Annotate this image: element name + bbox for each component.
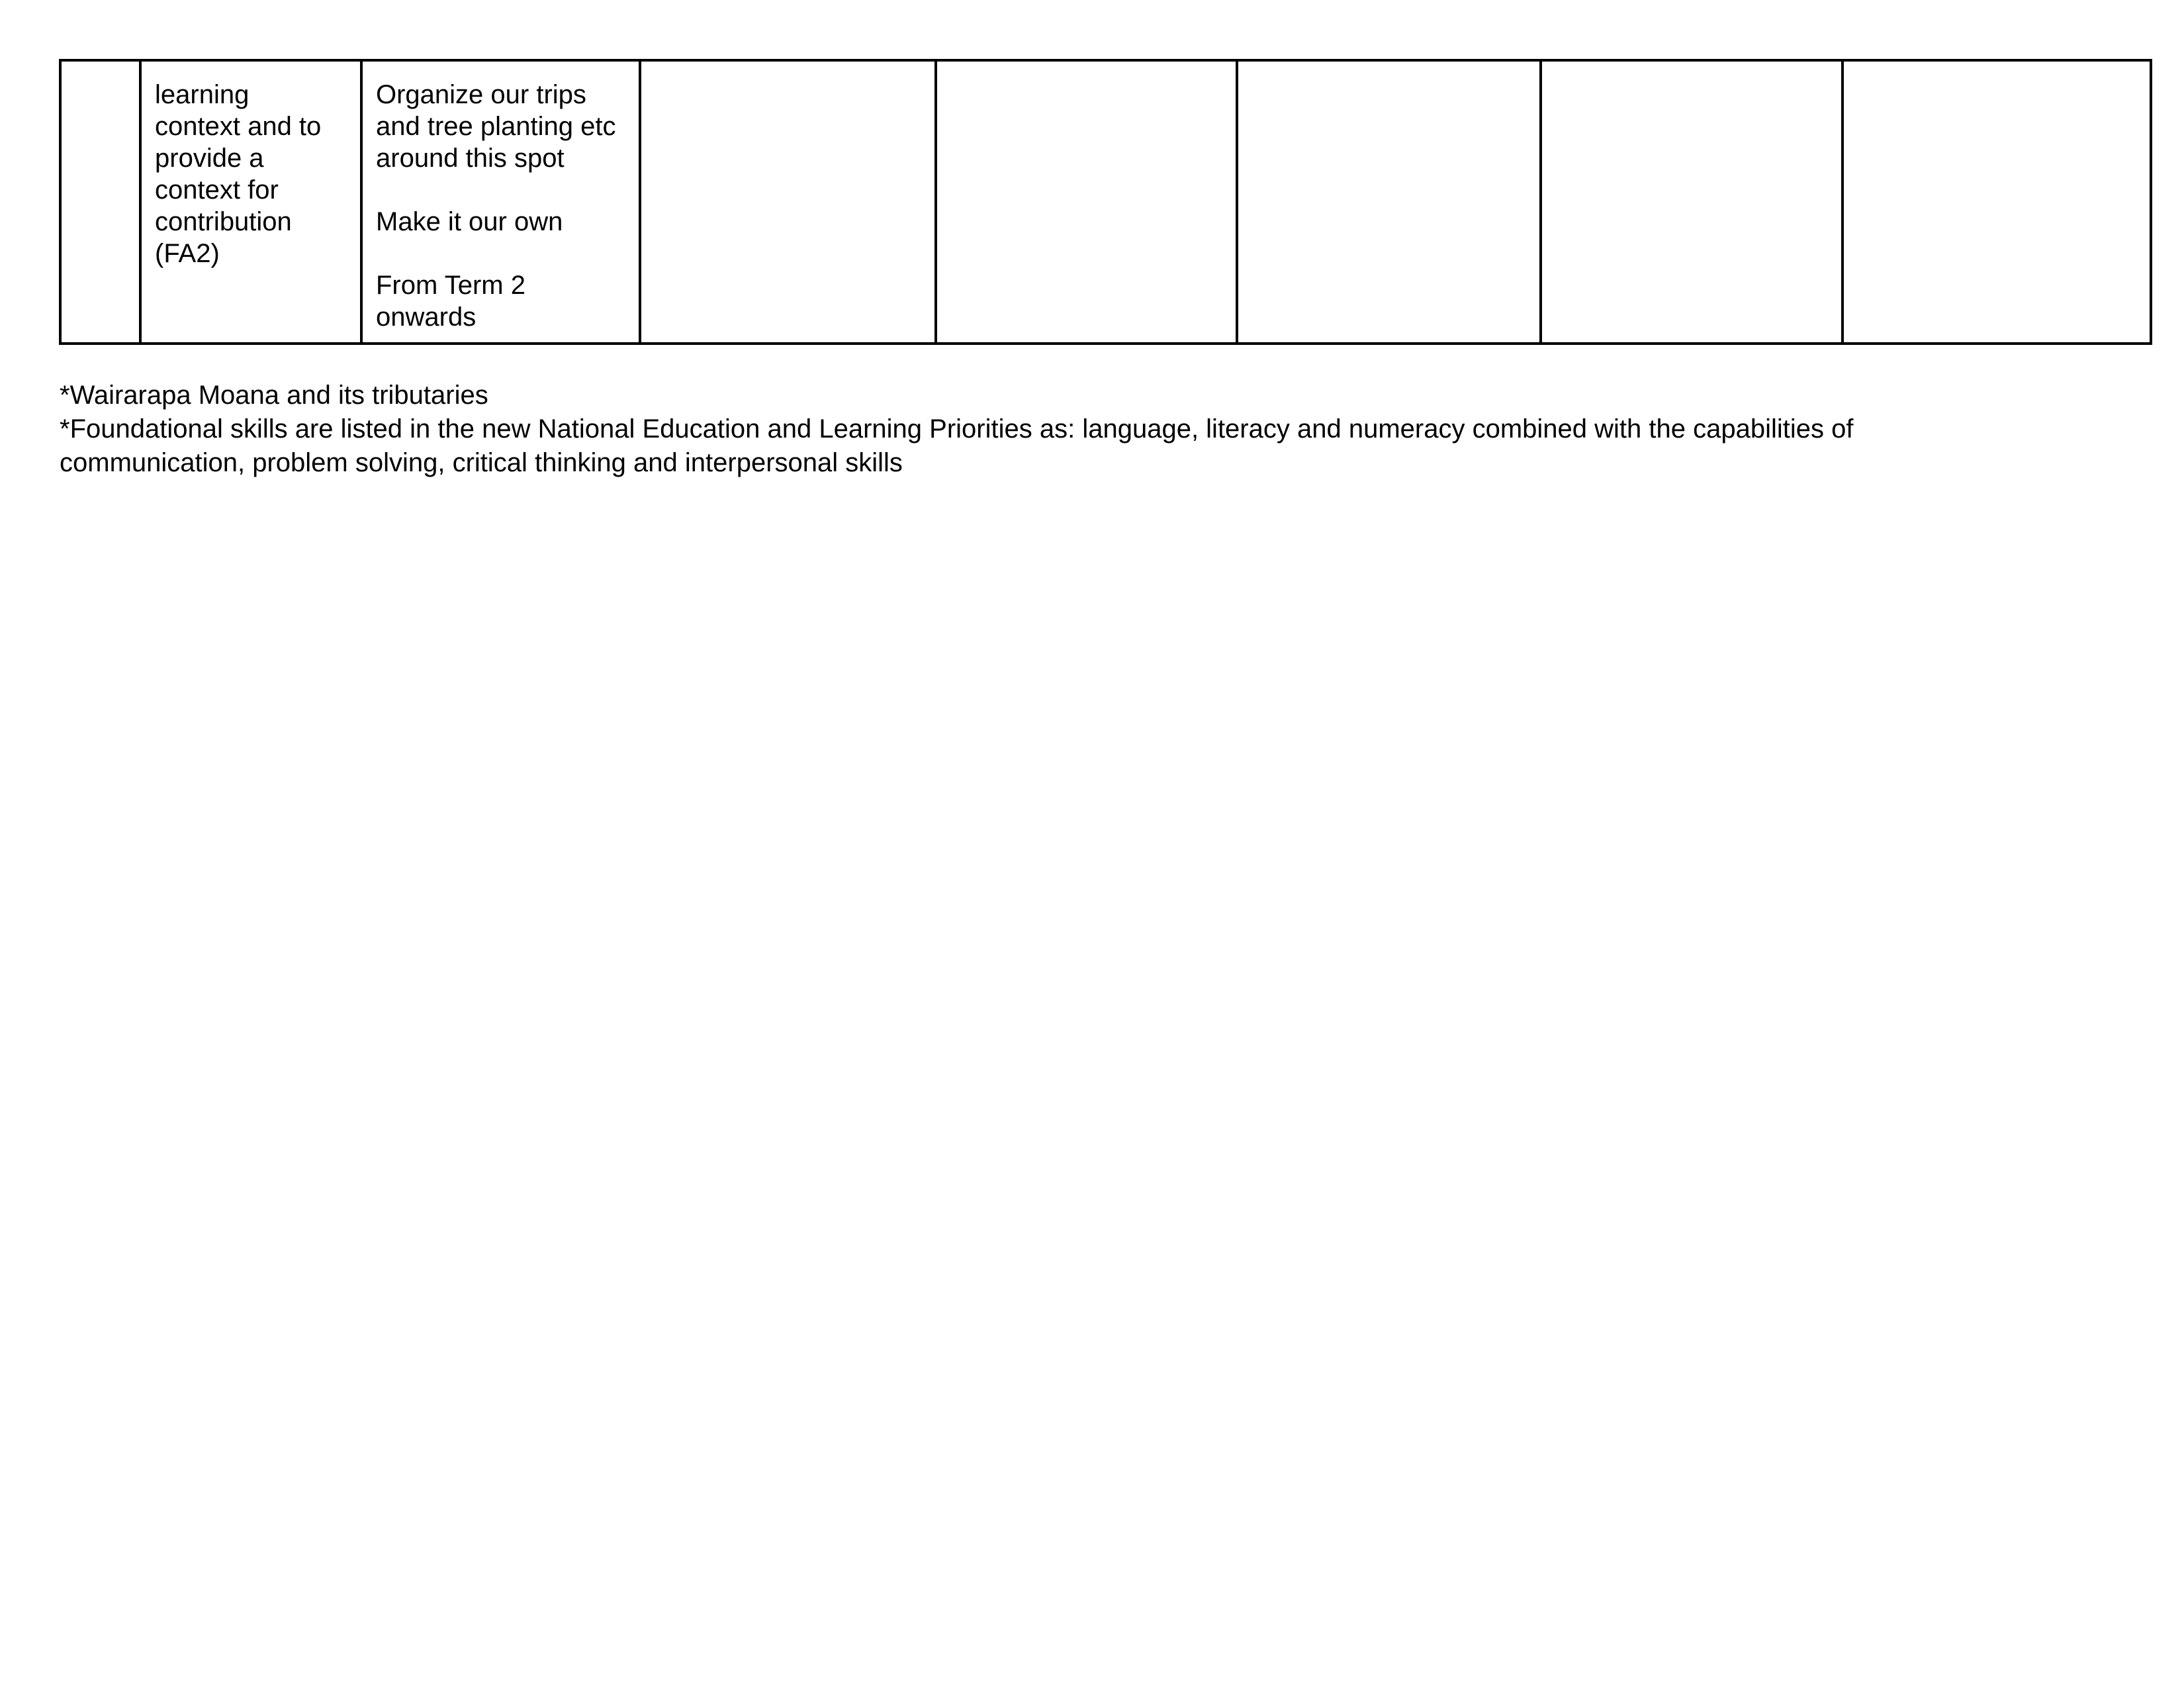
table-cell-actions — [361, 60, 640, 344]
table-cell-purpose — [140, 60, 361, 344]
table-cell-empty — [1843, 60, 2151, 344]
cell-text-line: contribution — [155, 207, 292, 236]
table-cell-empty — [1237, 60, 1541, 344]
cell-text-line: onwards — [376, 303, 477, 332]
cell-text-line: context for — [155, 175, 279, 205]
cell-text-line: around this spot — [376, 144, 565, 173]
table-row — [60, 60, 2151, 344]
paragraph-gap — [376, 238, 627, 269]
cell-text-line: Make it our own — [376, 207, 563, 236]
table-cell-empty — [1541, 60, 1843, 344]
footnote-wairarapa: *Wairarapa Moana and its tributaries — [60, 381, 488, 410]
table-cell-empty — [936, 60, 1237, 344]
table-cell-empty — [60, 60, 140, 344]
cell-text-line: Organize our trips — [376, 80, 586, 109]
paragraph-gap — [376, 174, 627, 206]
cell-text-line: and tree planting etc — [376, 112, 616, 141]
footnote-line: *Foundational skills are listed in the new National Education and Learning Priorities as: language, literacy and numeracy combined with the capabilities of — [60, 414, 1854, 444]
cell-text-line: (FA2) — [155, 239, 220, 268]
footnotes — [60, 379, 2144, 480]
footnote-line: communication, problem solving, critical thinking and interpersonal skills — [60, 448, 903, 477]
planning-table — [59, 59, 2152, 345]
table-cell-empty — [640, 60, 936, 344]
cell-text-line: provide a — [155, 144, 264, 173]
cell-text-line: context and to — [155, 112, 322, 141]
cell-text-line: From Term 2 — [376, 271, 525, 300]
cell-text-line: learning — [155, 80, 250, 109]
footnote-foundational-skills — [60, 412, 2144, 480]
